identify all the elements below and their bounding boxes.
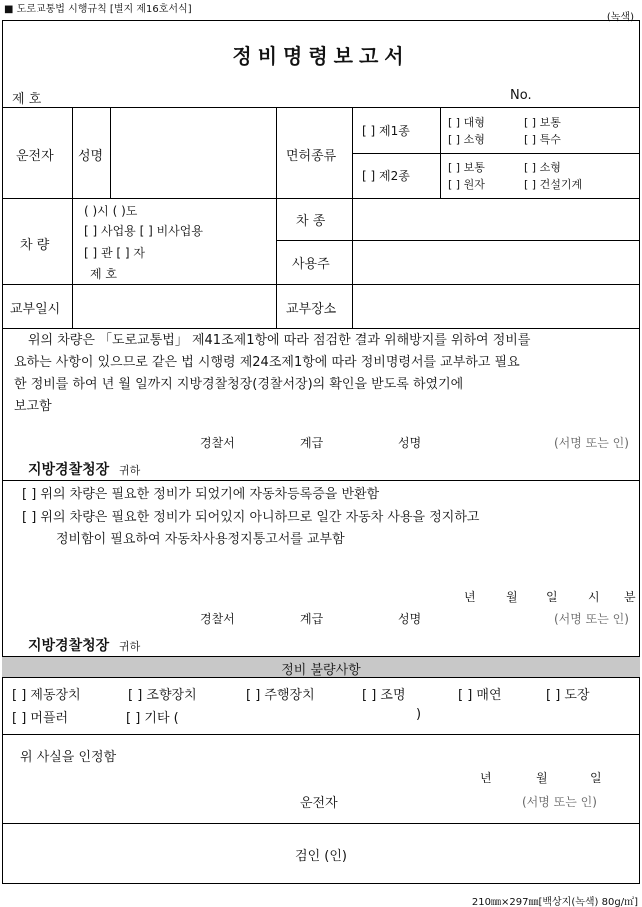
defect-other[interactable]: [ ] 기타 ( — [126, 711, 179, 726]
vehicle-use[interactable]: [ ] 사업용 [ ] 비사업용 — [84, 224, 203, 238]
class1-large[interactable]: [ ] 대형 — [448, 116, 485, 129]
statement-line: 위의 차량은 「도로교통법」 제41조제1항에 따라 점검한 결과 위해방지를 위하여 정비를 — [28, 333, 531, 348]
rank-label: 계급 — [300, 436, 324, 450]
col-divider — [72, 107, 73, 328]
doc-number-label: 제 호 — [12, 92, 42, 107]
row-divider — [352, 153, 640, 154]
ack-driver-label: 운전자 — [300, 796, 338, 811]
row-divider — [2, 823, 640, 824]
defect-other-close: ) — [416, 707, 422, 722]
defect-exhaust[interactable]: [ ] 매연 — [458, 688, 502, 703]
row-divider — [2, 107, 640, 108]
rank-label: 계급 — [300, 612, 324, 626]
defect-steering[interactable]: [ ] 조향장치 — [128, 688, 197, 703]
doc-no-label: No. — [510, 88, 532, 103]
driver-label: 운전자 — [16, 149, 54, 164]
decision-month: 월 — [506, 590, 518, 604]
defect-paint[interactable]: [ ] 도장 — [546, 688, 590, 703]
recipient-name: 지방경찰청장 — [28, 462, 110, 478]
ack-year: 년 — [480, 771, 492, 785]
form-reference: ■ 도로교통법 시행규칙 [별지 제16호서식] — [4, 4, 192, 15]
honorific: 귀하 — [118, 464, 141, 477]
issue-place-label: 교부장소 — [286, 302, 337, 317]
col-divider — [276, 107, 277, 328]
officer-name-label: 성명 — [398, 436, 422, 450]
station-label: 경찰서 — [200, 612, 235, 626]
col-divider — [110, 107, 111, 198]
class1-small[interactable]: [ ] 소형 — [448, 133, 485, 146]
statement-line: 보고함 — [14, 399, 52, 414]
color-tag: (녹색) — [606, 12, 634, 23]
issue-date-label: 교부일시 — [10, 302, 61, 317]
acknowledge-text: 위 사실을 인정함 — [20, 750, 117, 765]
defect-running-gear[interactable]: [ ] 주행장치 — [246, 688, 315, 703]
decision-day: 일 — [546, 590, 558, 604]
vehicle-number[interactable]: 제 호 — [90, 267, 117, 281]
decision-option-suspend-cont: 정비함이 필요하여 자동차사용정지통고서를 교부함 — [56, 532, 345, 547]
inspection-seal: 검인 (인) — [295, 849, 347, 864]
signature-label: (서명 또는 인) — [554, 612, 629, 626]
station-label: 경찰서 — [200, 436, 235, 450]
decision-hour: 시 — [588, 590, 600, 604]
statement-line: 한 정비를 하여 년 월 일까지 지방경찰청장(경찰서장)의 확인을 받도록 하였기에 — [14, 377, 464, 392]
license-type-label: 면허종류 — [286, 149, 337, 164]
row-divider — [2, 284, 640, 285]
row-divider — [2, 734, 640, 735]
row-divider — [276, 240, 640, 241]
class2-motorized[interactable]: [ ] 원자 — [448, 178, 485, 191]
class2-checkbox[interactable]: [ ] 제2종 — [362, 169, 410, 183]
ack-month: 월 — [536, 771, 548, 785]
vehicle-type-label: 차 종 — [296, 214, 326, 229]
recipient-name: 지방경찰청장 — [28, 638, 110, 654]
recipient — [28, 635, 140, 655]
decision-option-return[interactable]: [ ] 위의 차량은 필요한 정비가 되었기에 자동차등록증을 반환함 — [22, 487, 380, 502]
row-divider — [2, 480, 640, 481]
class1-checkbox[interactable]: [ ] 제1종 — [362, 124, 410, 138]
class1-normal[interactable]: [ ] 보통 — [524, 116, 561, 129]
defect-lighting[interactable]: [ ] 조명 — [362, 688, 406, 703]
name-label: 성명 — [78, 149, 104, 164]
vehicle-owner[interactable]: [ ] 관 [ ] 자 — [84, 246, 145, 260]
ack-day: 일 — [590, 771, 602, 785]
vehicle-region[interactable]: ( )시 ( )도 — [84, 204, 138, 218]
page-title: 정비명령보고서 — [232, 44, 410, 68]
class2-normal[interactable]: [ ] 보통 — [448, 161, 485, 174]
defect-muffler[interactable]: [ ] 머플러 — [12, 711, 69, 726]
decision-option-suspend[interactable]: [ ] 위의 차량은 필요한 정비가 되어있지 아니하므로 일간 자동차 사용을 정지하고 — [22, 510, 480, 525]
statement-body — [14, 330, 634, 418]
class1-special[interactable]: [ ] 특수 — [524, 133, 561, 146]
row-divider — [2, 328, 640, 329]
officer-name-label: 성명 — [398, 612, 422, 626]
class2-construction[interactable]: [ ] 건설기계 — [524, 178, 583, 191]
row-divider — [2, 198, 640, 199]
defects-heading: 정비 불량사항 — [281, 663, 361, 678]
ack-signature-label: (서명 또는 인) — [522, 795, 597, 809]
statement-line: 요하는 사항이 있으므로 같은 법 시행령 제24조제1항에 따라 정비명령서를 교부하고 필요 — [14, 355, 520, 370]
vehicle-label: 차 량 — [20, 238, 50, 253]
recipient — [28, 459, 140, 479]
paper-spec: 210㎜×297㎜[백상지(녹색) 80g/㎡] — [471, 897, 638, 907]
signature-label: (서명 또는 인) — [554, 436, 629, 450]
defect-brake[interactable]: [ ] 제동장치 — [12, 688, 81, 703]
honorific: 귀하 — [118, 640, 141, 653]
class2-small[interactable]: [ ] 소형 — [524, 161, 561, 174]
decision-year: 년 — [464, 590, 476, 604]
col-divider — [440, 107, 441, 198]
vehicle-user-label: 사용주 — [292, 257, 330, 272]
col-divider — [352, 107, 353, 328]
decision-minute: 분 — [624, 590, 636, 604]
